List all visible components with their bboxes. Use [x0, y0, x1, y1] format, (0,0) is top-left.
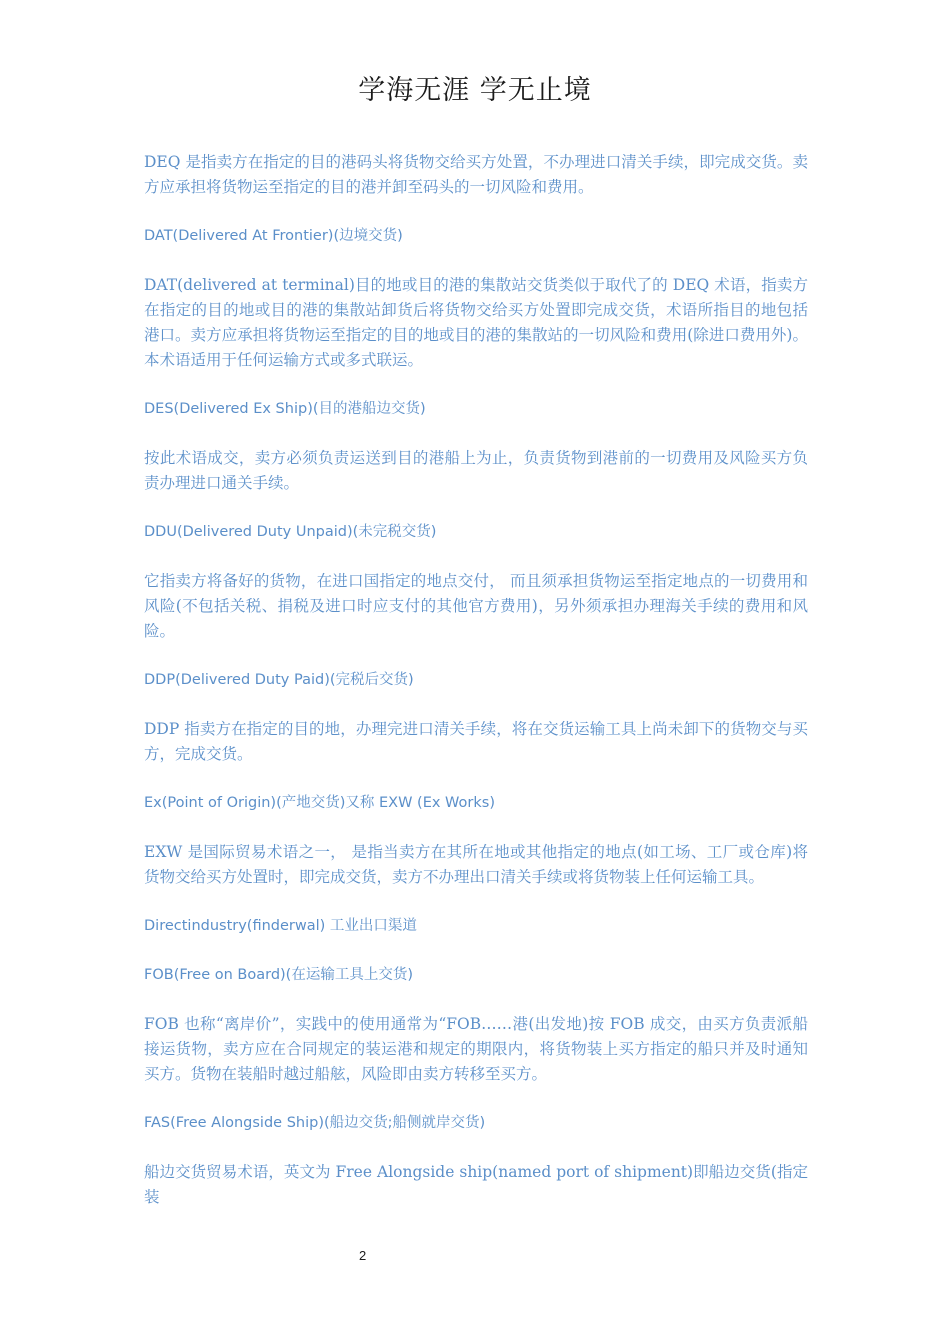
paragraph-dat-terminal: DAT(delivered at terminal)目的地或目的港的集散站交货类似于取代了的 DEQ 术语，指卖方在指定的目的地或目的港的集散站卸货后将货物交给买方处置即完成交货，术语所指目的地包括港口。卖方应承担将货物运至指定的目的地或目的港的集散站的一切风险和费用(除进口费用外)。本术语适用于任何运输方式或多式联运。	[144, 276, 808, 369]
paragraph-fob-definition: FOB 也称“离岸价”，实践中的使用通常为“FOB……港(出发地)按 FOB 成交，由买方负责派船接运货物，卖方应在合同规定的装运港和规定的期限内，将货物装上买方指定的船只并及时通知买方。货物在装船时越过船舷，风险即由卖方转移至买方。	[144, 1015, 808, 1083]
paragraph-exw-definition: EXW 是国际贸易术语之一， 是指当卖方在其所在地或其他指定的地点(如工场、工厂或仓库)将货物交给买方处置时，即完成交货，卖方不办理出口清关手续或将货物装上任何运输工具。	[144, 843, 808, 886]
heading-exw: Ex(Point of Origin)(产地交货)又称 EXW (Ex Works)	[144, 795, 495, 811]
page-title: 学海无涯 学无止境	[358, 75, 592, 106]
heading-dat-frontier: DAT(Delivered At Frontier)(边境交货)	[144, 228, 403, 244]
heading-fob: FOB(Free on Board)(在运输工具上交货)	[144, 967, 413, 983]
heading-fas: FAS(Free Alongside Ship)(船边交货;船侧就岸交货)	[144, 1115, 486, 1131]
heading-ddu: DDU(Delivered Duty Unpaid)(未完税交货)	[144, 524, 437, 540]
paragraph-ddu-definition: 它指卖方将备好的货物，在进口国指定的地点交付， 而且须承担货物运至指定地点的一切费用和风险(不包括关税、捐税及进口时应支付的其他官方费用)，另外须承担办理海关手续的费用和风险。	[144, 572, 808, 640]
heading-ddp: DDP(Delivered Duty Paid)(完税后交货)	[144, 672, 414, 688]
heading-des: DES(Delivered Ex Ship)(目的港船边交货)	[144, 401, 426, 417]
heading-directindustry: Directindustry(finderwal) 工业出口渠道	[144, 918, 417, 934]
paragraph-fas-definition: 船边交货贸易术语，英文为 Free Alongside ship(named port of shipment)即船边交货(指定装	[144, 1163, 808, 1206]
document-body	[144, 150, 808, 1234]
paragraph-deq-definition: DEQ 是指卖方在指定的目的港码头将货物交给买方处置，不办理进口清关手续，即完成交货。卖方应承担将货物运至指定的目的港并卸至码头的一切风险和费用。	[144, 153, 808, 196]
paragraph-ddp-definition: DDP 指卖方在指定的目的地，办理完进口清关手续，将在交货运输工具上尚未卸下的货物交与买方，完成交货。	[144, 720, 808, 763]
paragraph-des-definition: 按此术语成交，卖方必须负责运送到目的港船上为止，负责货物到港前的一切费用及风险买方负责办理进口通关手续。	[144, 449, 808, 492]
page-number: 2	[359, 1248, 367, 1263]
